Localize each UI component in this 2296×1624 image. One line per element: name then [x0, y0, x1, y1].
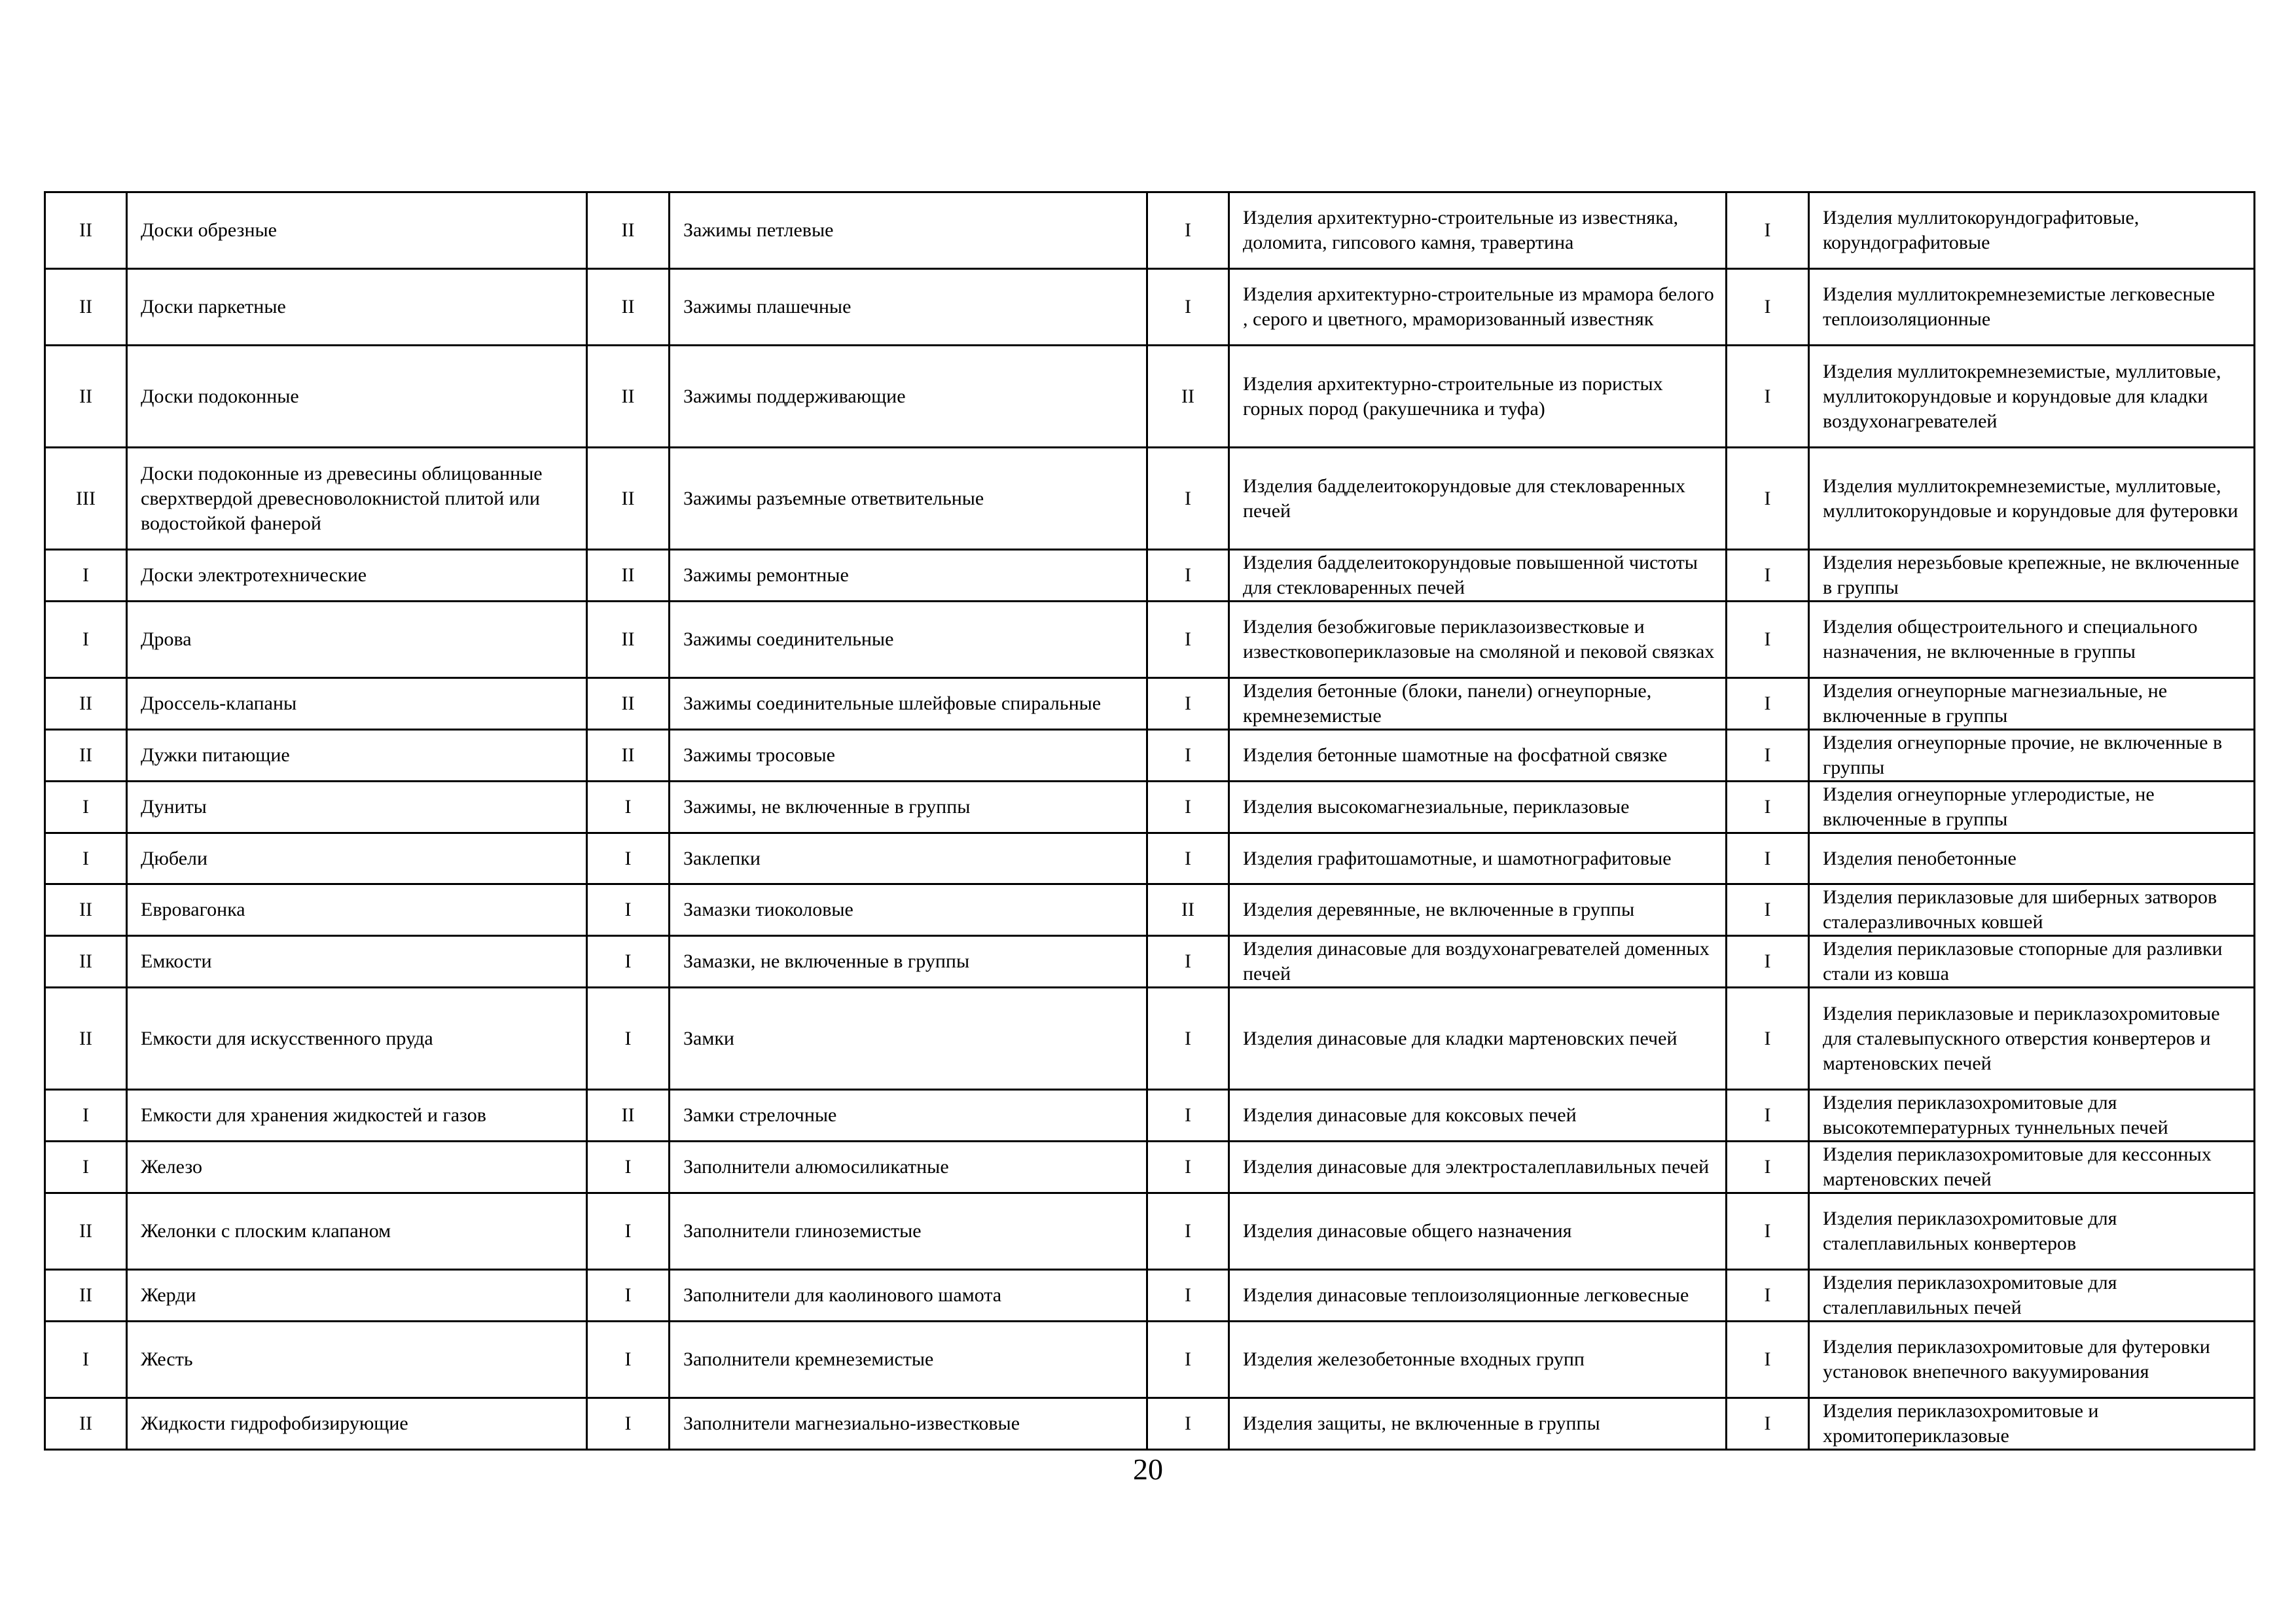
- product-name-cell: Изделия муллитокорундографитовые, корундографитовые: [1809, 192, 2255, 269]
- class-code-cell: II: [1147, 346, 1229, 448]
- table-row: [45, 602, 2255, 678]
- product-name-cell: Изделия периклазохромитовые для сталеплавильных конвертеров: [1809, 1193, 2255, 1270]
- table-row: [45, 346, 2255, 448]
- product-name-cell: Дрова: [127, 602, 587, 678]
- class-code-cell: I: [587, 1142, 670, 1193]
- product-name-cell: Жидкости гидрофобизирующие: [127, 1398, 587, 1450]
- product-name-cell: Изделия периклазовые и периклазохромитовые для сталевыпускного отверстия конвертеров и мартеновских печей: [1809, 988, 2255, 1090]
- class-code-cell: I: [1147, 782, 1229, 833]
- class-code-cell: I: [1727, 346, 1809, 448]
- product-name-cell: Изделия бадделеитокорундовые повышенной чистоты для стекловаренных печей: [1229, 550, 1727, 602]
- class-code-cell: II: [45, 346, 127, 448]
- class-code-cell: I: [1727, 833, 1809, 884]
- product-name-cell: Изделия динасовые для кладки мартеновских печей: [1229, 988, 1727, 1090]
- table-row: [45, 833, 2255, 884]
- class-code-cell: I: [1727, 1090, 1809, 1142]
- class-code-cell: I: [1727, 1270, 1809, 1322]
- product-name-cell: Железо: [127, 1142, 587, 1193]
- class-code-cell: II: [587, 602, 670, 678]
- table-row: [45, 1322, 2255, 1398]
- class-code-cell: I: [1147, 269, 1229, 346]
- table-row: [45, 730, 2255, 782]
- class-code-cell: I: [45, 1142, 127, 1193]
- class-code-cell: I: [1727, 602, 1809, 678]
- table-row: [45, 1398, 2255, 1450]
- product-name-cell: Изделия периклазовые стопорные для разливки стали из ковша: [1809, 936, 2255, 988]
- product-name-cell: Зажимы плашечные: [670, 269, 1147, 346]
- class-code-cell: I: [1147, 678, 1229, 730]
- product-name-cell: Емкости для искусственного пруда: [127, 988, 587, 1090]
- class-code-cell: I: [1727, 192, 1809, 269]
- product-name-cell: Емкости: [127, 936, 587, 988]
- product-name-cell: Жерди: [127, 1270, 587, 1322]
- product-name-cell: Изделия огнеупорные прочие, не включенные в группы: [1809, 730, 2255, 782]
- class-code-cell: II: [45, 730, 127, 782]
- class-code-cell: I: [1147, 833, 1229, 884]
- product-name-cell: Замазки тиоколовые: [670, 884, 1147, 936]
- class-code-cell: I: [587, 1270, 670, 1322]
- class-code-cell: I: [1147, 1322, 1229, 1398]
- product-name-cell: Изделия динасовые для воздухонагревателей доменных печей: [1229, 936, 1727, 988]
- table-body: [45, 192, 2255, 1450]
- class-code-cell: I: [1727, 269, 1809, 346]
- table-row: [45, 988, 2255, 1090]
- class-code-cell: I: [587, 936, 670, 988]
- product-name-cell: Дуниты: [127, 782, 587, 833]
- product-name-cell: Доски подоконные из древесины облицованные сверхтвердой древесноволокнистой плитой или водостойкой фанерой: [127, 448, 587, 550]
- product-name-cell: Зажимы петлевые: [670, 192, 1147, 269]
- product-name-cell: Заполнители алюмосиликатные: [670, 1142, 1147, 1193]
- class-code-cell: I: [45, 782, 127, 833]
- product-name-cell: Изделия графитошамотные, и шамотнографитовые: [1229, 833, 1727, 884]
- class-code-cell: I: [587, 1322, 670, 1398]
- product-name-cell: Изделия огнеупорные магнезиальные, не включенные в группы: [1809, 678, 2255, 730]
- class-code-cell: I: [45, 602, 127, 678]
- class-code-cell: II: [587, 550, 670, 602]
- class-code-cell: I: [1147, 550, 1229, 602]
- class-code-cell: I: [1727, 678, 1809, 730]
- class-code-cell: I: [45, 1322, 127, 1398]
- class-code-cell: I: [1147, 1398, 1229, 1450]
- class-code-cell: I: [1727, 782, 1809, 833]
- class-code-cell: II: [587, 1090, 670, 1142]
- product-name-cell: Изделия архитектурно-строительные из пористых горных пород (ракушечника и туфа): [1229, 346, 1727, 448]
- product-name-cell: Изделия муллитокремнеземистые легковесные теплоизоляционные: [1809, 269, 2255, 346]
- class-code-cell: I: [1727, 1322, 1809, 1398]
- class-code-cell: I: [1727, 1193, 1809, 1270]
- product-name-cell: Изделия деревянные, не включенные в группы: [1229, 884, 1727, 936]
- product-name-cell: Зажимы соединительные шлейфовые спиральные: [670, 678, 1147, 730]
- product-name-cell: Заполнители кремнеземистые: [670, 1322, 1147, 1398]
- product-name-cell: Заполнители глиноземистые: [670, 1193, 1147, 1270]
- class-code-cell: II: [45, 988, 127, 1090]
- product-name-cell: Изделия периклазохромитовые для футеровки установок внепечного вакуумирования: [1809, 1322, 2255, 1398]
- class-code-cell: II: [587, 346, 670, 448]
- table-row: [45, 550, 2255, 602]
- class-code-cell: I: [587, 884, 670, 936]
- product-name-cell: Изделия муллитокремнеземистые, муллитовые, муллитокорундовые и корундовые для кладки воздухонагревателей: [1809, 346, 2255, 448]
- product-name-cell: Дроссель-клапаны: [127, 678, 587, 730]
- class-code-cell: I: [1147, 730, 1229, 782]
- class-code-cell: I: [1727, 884, 1809, 936]
- class-code-cell: I: [1147, 448, 1229, 550]
- product-name-cell: Изделия периклазохромитовые для кессонных мартеновских печей: [1809, 1142, 2255, 1193]
- product-name-cell: Изделия железобетонные входных групп: [1229, 1322, 1727, 1398]
- product-name-cell: Замки стрелочные: [670, 1090, 1147, 1142]
- product-name-cell: Доски подоконные: [127, 346, 587, 448]
- class-code-cell: I: [1147, 1090, 1229, 1142]
- table-row: [45, 448, 2255, 550]
- product-name-cell: Емкости для хранения жидкостей и газов: [127, 1090, 587, 1142]
- table-row: [45, 678, 2255, 730]
- class-code-cell: I: [587, 1193, 670, 1270]
- class-code-cell: I: [1147, 1270, 1229, 1322]
- table-row: [45, 1090, 2255, 1142]
- product-name-cell: Изделия динасовые для электросталеплавильных печей: [1229, 1142, 1727, 1193]
- product-name-cell: Изделия общестроительного и специального назначения, не включенные в группы: [1809, 602, 2255, 678]
- class-code-cell: I: [1147, 192, 1229, 269]
- class-code-cell: II: [587, 269, 670, 346]
- product-name-cell: Заполнители магнезиально-известковые: [670, 1398, 1147, 1450]
- product-name-cell: Доски обрезные: [127, 192, 587, 269]
- class-code-cell: II: [587, 448, 670, 550]
- class-code-cell: II: [45, 1193, 127, 1270]
- product-name-cell: Зажимы поддерживающие: [670, 346, 1147, 448]
- class-code-cell: II: [45, 192, 127, 269]
- class-code-cell: II: [45, 884, 127, 936]
- class-code-cell: I: [1147, 1142, 1229, 1193]
- class-code-cell: II: [1147, 884, 1229, 936]
- product-name-cell: Изделия периклазохромитовые для высокотемпературных туннельных печей: [1809, 1090, 2255, 1142]
- table-row: [45, 936, 2255, 988]
- product-name-cell: Зажимы, не включенные в группы: [670, 782, 1147, 833]
- class-code-cell: I: [1147, 936, 1229, 988]
- class-code-cell: II: [45, 269, 127, 346]
- class-code-cell: I: [1727, 988, 1809, 1090]
- product-name-cell: Доски электротехнические: [127, 550, 587, 602]
- product-name-cell: Доски паркетные: [127, 269, 587, 346]
- product-name-cell: Замки: [670, 988, 1147, 1090]
- class-code-cell: II: [587, 192, 670, 269]
- table-row: [45, 1193, 2255, 1270]
- class-code-cell: I: [1147, 602, 1229, 678]
- class-code-cell: I: [45, 833, 127, 884]
- product-name-cell: Замазки, не включенные в группы: [670, 936, 1147, 988]
- product-name-cell: Изделия пенобетонные: [1809, 833, 2255, 884]
- class-code-cell: I: [1727, 448, 1809, 550]
- product-name-cell: Дюбели: [127, 833, 587, 884]
- product-name-cell: Изделия периклазохромитовые для сталеплавильных печей: [1809, 1270, 2255, 1322]
- product-name-cell: Изделия бетонные шамотные на фосфатной связке: [1229, 730, 1727, 782]
- product-name-cell: Изделия огнеупорные углеродистые, не включенные в группы: [1809, 782, 2255, 833]
- table-row: [45, 1142, 2255, 1193]
- product-name-cell: Изделия периклазохромитовые и хромитопериклазовые: [1809, 1398, 2255, 1450]
- class-code-cell: I: [1727, 730, 1809, 782]
- class-code-cell: I: [1727, 1398, 1809, 1450]
- class-code-cell: I: [1147, 1193, 1229, 1270]
- class-code-cell: I: [1727, 550, 1809, 602]
- class-code-cell: I: [587, 988, 670, 1090]
- class-code-cell: I: [587, 833, 670, 884]
- class-code-cell: I: [1727, 936, 1809, 988]
- product-name-cell: Изделия архитектурно-строительные из мрамора белого , серого и цветного, мраморизованный известняк: [1229, 269, 1727, 346]
- product-name-cell: Зажимы тросовые: [670, 730, 1147, 782]
- table-row: [45, 782, 2255, 833]
- product-name-cell: Евровагонка: [127, 884, 587, 936]
- page-number: 20: [1133, 1453, 1163, 1486]
- product-name-cell: Зажимы разъемные ответвительные: [670, 448, 1147, 550]
- class-code-cell: II: [45, 678, 127, 730]
- product-name-cell: Изделия бадделеитокорундовые для стекловаренных печей: [1229, 448, 1727, 550]
- product-name-cell: Изделия динасовые общего назначения: [1229, 1193, 1727, 1270]
- product-name-cell: Изделия безобжиговые периклазоизвестковые и известковопериклазовые на смоляной и пековой связках: [1229, 602, 1727, 678]
- product-name-cell: Заклепки: [670, 833, 1147, 884]
- product-name-cell: Заполнители для каолинового шамота: [670, 1270, 1147, 1322]
- product-name-cell: Изделия динасовые теплоизоляционные легковесные: [1229, 1270, 1727, 1322]
- class-code-cell: I: [1147, 988, 1229, 1090]
- product-name-cell: Изделия высокомагнезиальные, периклазовые: [1229, 782, 1727, 833]
- product-name-cell: Дужки питающие: [127, 730, 587, 782]
- class-code-cell: III: [45, 448, 127, 550]
- class-code-cell: I: [587, 1398, 670, 1450]
- product-name-cell: Изделия муллитокремнеземистые, муллитовые, муллитокорундовые и корундовые для футеровки: [1809, 448, 2255, 550]
- class-code-cell: I: [45, 1090, 127, 1142]
- product-name-cell: Изделия динасовые для коксовых печей: [1229, 1090, 1727, 1142]
- product-name-cell: Желонки с плоским клапаном: [127, 1193, 587, 1270]
- product-name-cell: Жесть: [127, 1322, 587, 1398]
- product-name-cell: Изделия защиты, не включенные в группы: [1229, 1398, 1727, 1450]
- table-row: [45, 192, 2255, 269]
- product-name-cell: Изделия нерезьбовые крепежные, не включенные в группы: [1809, 550, 2255, 602]
- product-name-cell: Зажимы ремонтные: [670, 550, 1147, 602]
- class-code-cell: II: [587, 730, 670, 782]
- class-code-cell: II: [45, 1270, 127, 1322]
- class-code-cell: I: [587, 782, 670, 833]
- table-row: [45, 269, 2255, 346]
- classification-table: [44, 191, 2255, 1451]
- table-row: [45, 1270, 2255, 1322]
- class-code-cell: II: [45, 1398, 127, 1450]
- table-row: [45, 884, 2255, 936]
- class-code-cell: I: [1727, 1142, 1809, 1193]
- class-code-cell: II: [45, 936, 127, 988]
- class-code-cell: II: [587, 678, 670, 730]
- class-code-cell: I: [45, 550, 127, 602]
- product-name-cell: Изделия периклазовые для шиберных затворов сталеразливочных ковшей: [1809, 884, 2255, 936]
- product-name-cell: Изделия архитектурно-строительные из известняка, доломита, гипсового камня, травертина: [1229, 192, 1727, 269]
- product-name-cell: Изделия бетонные (блоки, панели) огнеупорные, кремнеземистые: [1229, 678, 1727, 730]
- product-name-cell: Зажимы соединительные: [670, 602, 1147, 678]
